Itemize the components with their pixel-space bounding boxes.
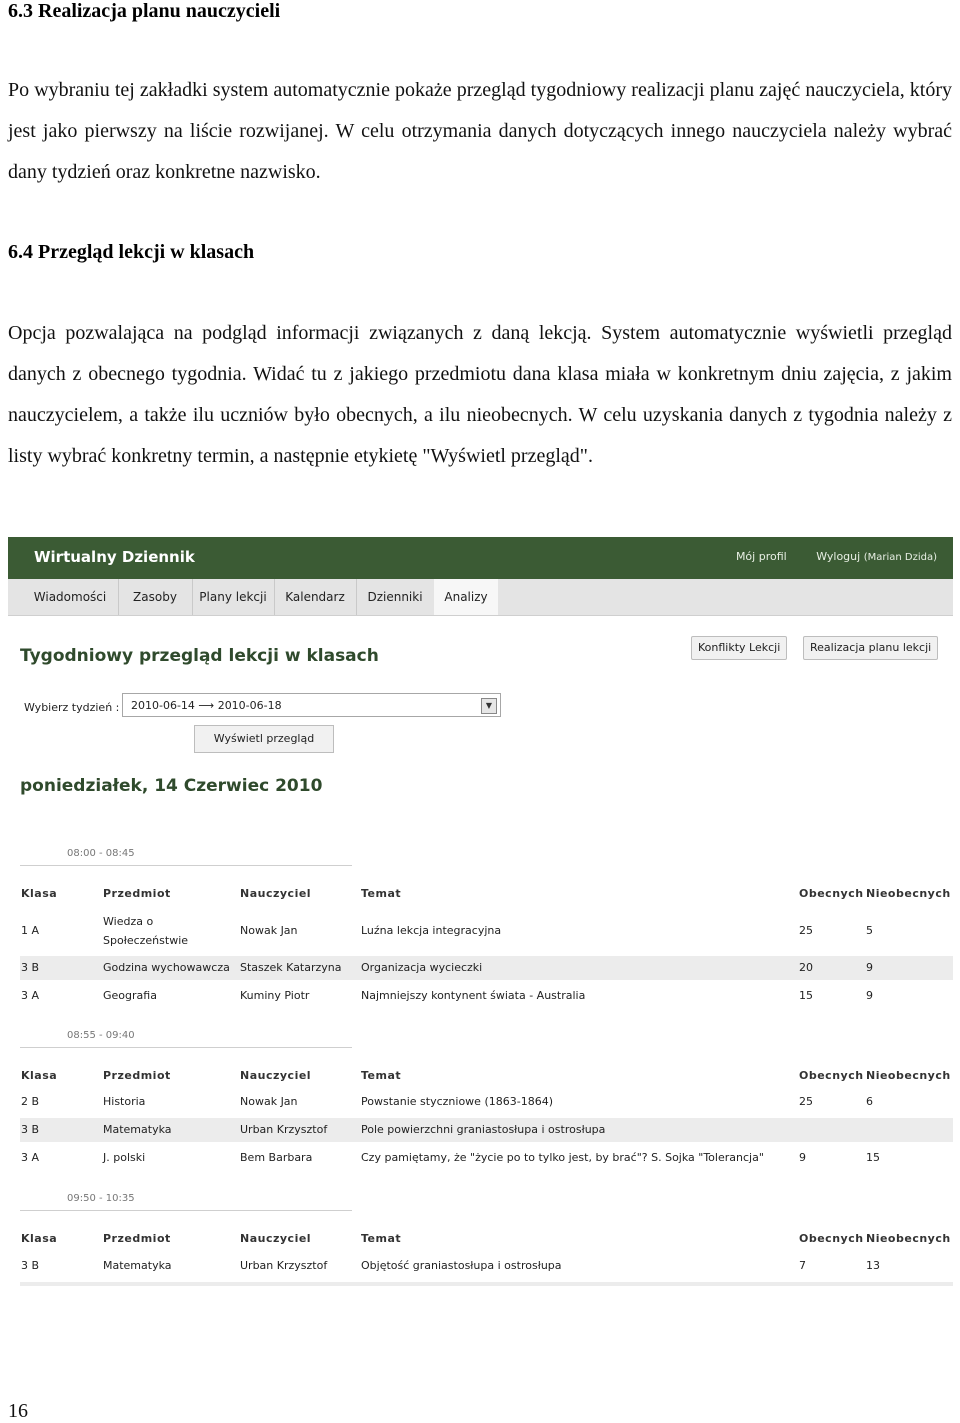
cell-temat: Pole powierzchni graniastosłupa i ostrosłupa bbox=[361, 1123, 606, 1136]
col-przedmiot: Przedmiot bbox=[103, 1069, 171, 1082]
tab-analizy[interactable]: Analizy bbox=[434, 579, 498, 615]
cell-obecnych: 20 bbox=[799, 961, 813, 974]
col-nieobecnych: Nieobecnych bbox=[866, 1232, 951, 1245]
slot-time: 09:50 - 10:35 bbox=[67, 1193, 135, 1204]
conflicts-button[interactable]: Konflikty Lekcji bbox=[691, 636, 787, 660]
cell-obecnych: 25 bbox=[799, 1095, 813, 1108]
cell-nieobecnych: 6 bbox=[866, 1095, 873, 1108]
cell-obecnych: 7 bbox=[799, 1259, 806, 1272]
cell-temat: Powstanie styczniowe (1863-1864) bbox=[361, 1095, 553, 1108]
week-select-value: 2010-06-14 ⟶ 2010-06-18 bbox=[131, 699, 282, 712]
cell-przedmiot: Wiedza o Społeczeństwie bbox=[103, 915, 189, 947]
slot-time: 08:55 - 09:40 bbox=[67, 1030, 135, 1041]
section-paragraph-6-4: Opcja pozwalająca na podgląd informacji związanych z daną lekcją. System automatycznie wyświetli przegląd danych z obecnego tygodnia. Widać tu z jakiego przedmiotu dana klasa miała w konkretnym dniu zajęcia, z jakim nauczycielem, a także ilu uczniów było obecnych, a ilu nieobecnych. W celu uzyskania danych z tygodnia należy z listy wybrać konkretny termin, a następnie etykietę "Wyświetl przegląd". bbox=[8, 322, 952, 467]
table-row bbox=[20, 1146, 953, 1170]
cell-temat: Luźna lekcja integracyjna bbox=[361, 924, 502, 937]
cell-temat: Najmniejszy kontynent świata - Australia bbox=[361, 989, 586, 1002]
table-row bbox=[20, 1254, 953, 1278]
col-nauczyciel: Nauczyciel bbox=[240, 1069, 312, 1082]
cell-klasa: 2 B bbox=[21, 1095, 40, 1108]
cell-nauczyciel: Staszek Katarzyna bbox=[240, 961, 342, 974]
col-temat: Temat bbox=[361, 1069, 402, 1082]
col-temat: Temat bbox=[361, 1232, 402, 1245]
cell-nauczyciel: Bem Barbara bbox=[240, 1151, 313, 1164]
day-title: poniedziałek, 14 Czerwiec 2010 bbox=[20, 776, 323, 796]
week-label: Wybierz tydzień : bbox=[24, 701, 120, 714]
cell-nauczyciel: Kuminy Piotr bbox=[240, 989, 310, 1002]
top-bar bbox=[8, 537, 953, 579]
col-przedmiot: Przedmiot bbox=[103, 1232, 171, 1245]
nav-tabs bbox=[8, 579, 953, 616]
col-nieobecnych: Nieobecnych bbox=[866, 1069, 951, 1082]
cell-nieobecnych: 15 bbox=[866, 1151, 880, 1164]
cell-nauczyciel: Nowak Jan bbox=[240, 924, 298, 937]
top-links bbox=[710, 550, 937, 563]
slot-divider bbox=[20, 1210, 352, 1211]
dropdown-arrow-icon[interactable]: ▼ bbox=[481, 698, 497, 714]
tab-kalendarz[interactable]: Kalendarz bbox=[274, 579, 357, 615]
cell-nieobecnych: 5 bbox=[866, 924, 873, 937]
section-heading-6-3: 6.3 Realizacja planu nauczycieli bbox=[8, 0, 281, 22]
cell-nauczyciel: Urban Krzysztof bbox=[240, 1123, 328, 1136]
table-row bbox=[20, 1118, 953, 1142]
tab-wiadomosci[interactable]: Wiadomości bbox=[22, 579, 119, 615]
table-row bbox=[20, 984, 953, 1008]
cell-obecnych: 9 bbox=[799, 1151, 806, 1164]
slot-time: 08:00 - 08:45 bbox=[67, 848, 135, 859]
section-paragraph-6-3: Po wybraniu tej zakładki system automatycznie pokaże przegląd tygodniowy realizacji planu zajęć nauczyciela, który jest jako pierwszy na liście rozwijanej. W celu otrzymania danych dotyczących innego nauczyciela należy wybrać dany tydzień oraz konkretne nazwisko. bbox=[8, 79, 952, 183]
cell-przedmiot: J. polski bbox=[103, 1151, 146, 1164]
cell-temat: Organizacja wycieczki bbox=[361, 961, 483, 974]
tab-dzienniki[interactable]: Dzienniki bbox=[356, 579, 435, 615]
tab-zasoby[interactable]: Zasoby bbox=[118, 579, 193, 615]
col-temat: Temat bbox=[361, 887, 402, 900]
logout-link[interactable] bbox=[816, 550, 937, 563]
table-footer-strip bbox=[20, 1282, 953, 1286]
col-obecnych: Obecnych bbox=[799, 887, 864, 900]
app-screenshot bbox=[8, 537, 953, 1272]
cell-obecnych: 25 bbox=[799, 924, 813, 937]
logged-user: (Marian Dzida) bbox=[863, 552, 937, 563]
cell-obecnych: 15 bbox=[799, 989, 813, 1002]
cell-przedmiot: Matematyka bbox=[103, 1123, 172, 1136]
col-obecnych: Obecnych bbox=[799, 1069, 864, 1082]
cell-klasa: 1 A bbox=[21, 924, 40, 937]
cell-przedmiot: Matematyka bbox=[103, 1259, 172, 1272]
cell-nieobecnych: 9 bbox=[866, 989, 873, 1002]
section-heading-6-4: 6.4 Przegląd lekcji w klasach bbox=[8, 241, 255, 263]
col-klasa: Klasa bbox=[21, 1232, 58, 1245]
table-row bbox=[20, 1090, 953, 1114]
table-header bbox=[20, 887, 953, 905]
col-nauczyciel: Nauczyciel bbox=[240, 1232, 312, 1245]
cell-klasa: 3 A bbox=[21, 989, 40, 1002]
slot-divider bbox=[20, 865, 352, 866]
cell-temat: Czy pamiętamy, że "życie po to tylko jest, by brać"? S. Sojka "Tolerancja" bbox=[361, 1151, 764, 1164]
cell-klasa: 3 B bbox=[21, 961, 40, 974]
col-nauczyciel: Nauczyciel bbox=[240, 887, 312, 900]
cell-nauczyciel: Urban Krzysztof bbox=[240, 1259, 328, 1272]
cell-nieobecnych: 9 bbox=[866, 961, 873, 974]
table-row bbox=[20, 912, 953, 952]
cell-klasa: 3 B bbox=[21, 1259, 40, 1272]
table-row bbox=[20, 956, 953, 980]
show-overview-button[interactable]: Wyświetl przegląd bbox=[194, 725, 334, 753]
col-klasa: Klasa bbox=[21, 1069, 58, 1082]
week-select[interactable] bbox=[122, 693, 501, 717]
cell-przedmiot: Historia bbox=[103, 1095, 146, 1108]
cell-klasa: 3 A bbox=[21, 1151, 40, 1164]
table-header bbox=[20, 1232, 953, 1250]
cell-klasa: 3 B bbox=[21, 1123, 40, 1136]
col-klasa: Klasa bbox=[21, 887, 58, 900]
cell-przedmiot: Godzina wychowawcza bbox=[103, 961, 230, 974]
profile-link[interactable]: Mój profil bbox=[735, 550, 787, 563]
slot-divider bbox=[20, 1047, 352, 1048]
cell-nauczyciel: Nowak Jan bbox=[240, 1095, 298, 1108]
cell-nieobecnych: 13 bbox=[866, 1259, 880, 1272]
tab-plany-lekcji[interactable]: Plany lekcji bbox=[192, 579, 275, 615]
col-przedmiot: Przedmiot bbox=[103, 887, 171, 900]
col-nieobecnych: Nieobecnych bbox=[866, 887, 951, 900]
cell-temat: Objętość graniastosłupa i ostrosłupa bbox=[361, 1259, 562, 1272]
page-number: 16 bbox=[8, 1400, 28, 1422]
page-title: Tygodniowy przegląd lekcji w klasach bbox=[20, 646, 379, 666]
logout-label: Wyloguj bbox=[816, 550, 861, 563]
cell-przedmiot: Geografia bbox=[103, 989, 157, 1002]
app-brand: Wirtualny Dziennik bbox=[34, 548, 195, 566]
table-header bbox=[20, 1069, 953, 1087]
col-obecnych: Obecnych bbox=[799, 1232, 864, 1245]
realization-button[interactable]: Realizacja planu lekcji bbox=[803, 636, 938, 660]
